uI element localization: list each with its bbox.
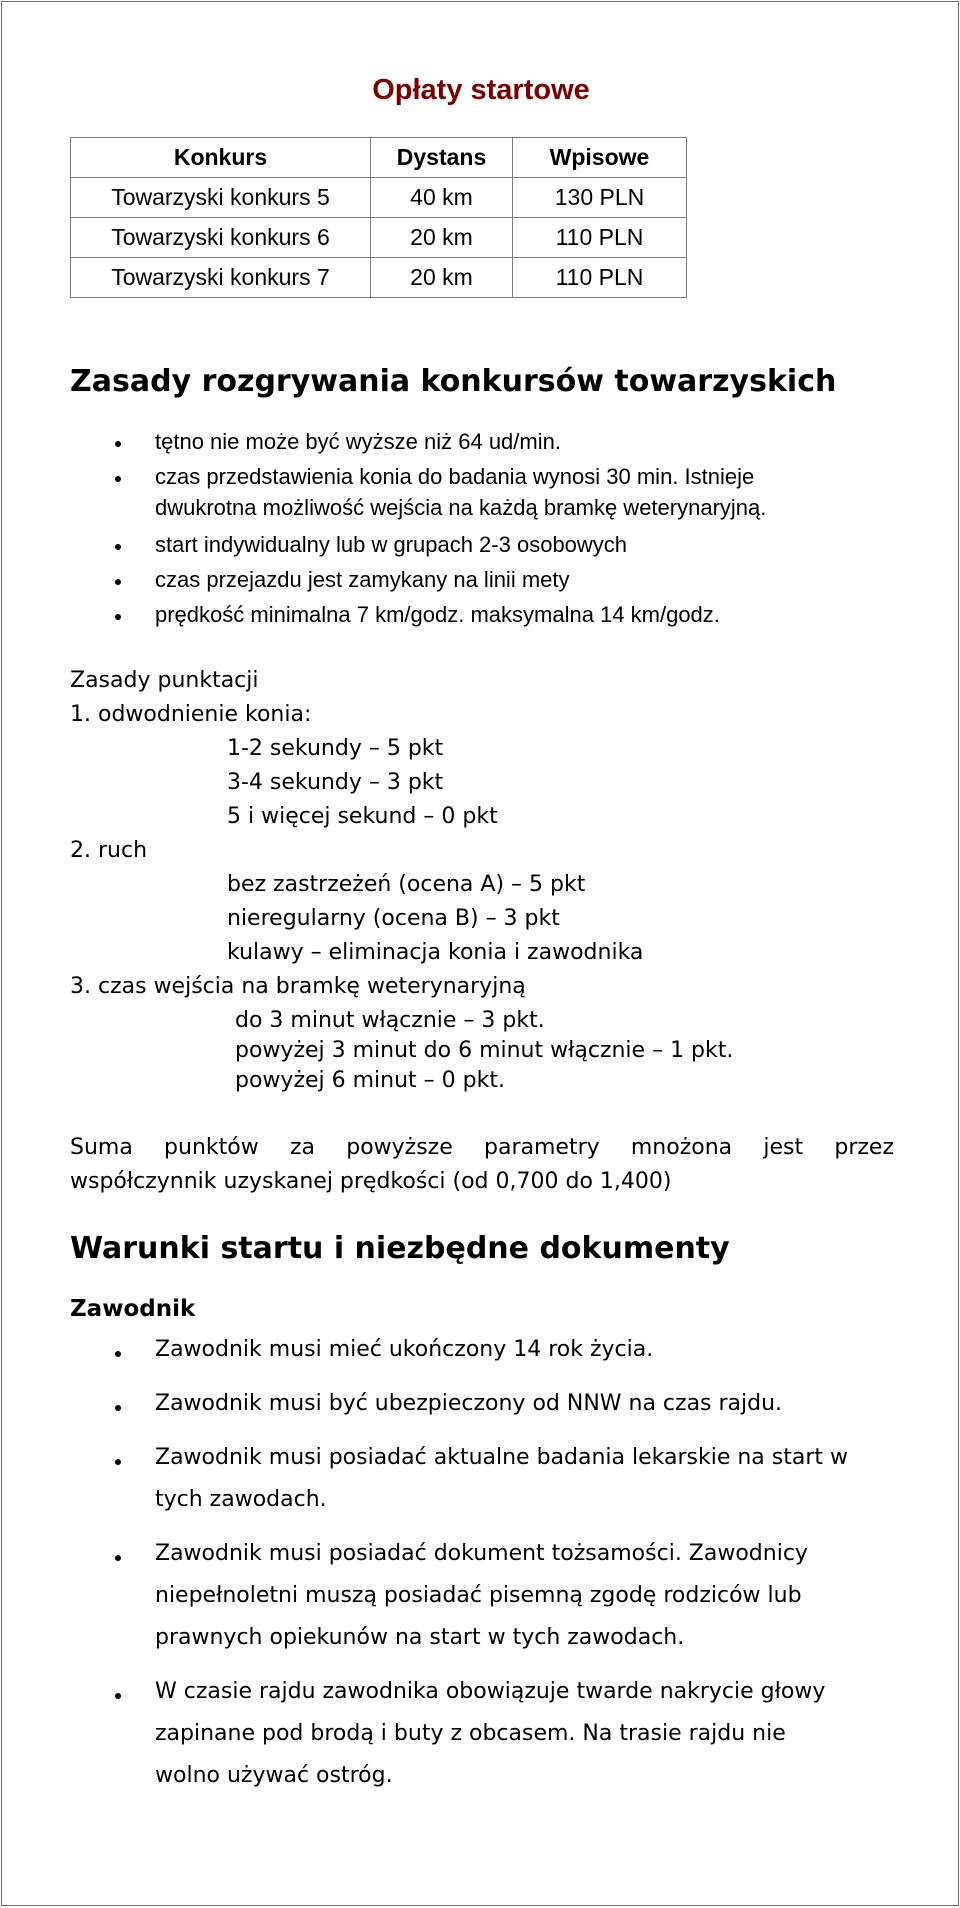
scoring-entry: do 3 minut włącznie – 3 pkt. — [235, 1008, 545, 1033]
table-cell: 20 km — [371, 218, 513, 258]
scoring-section-label: 3. czas wejścia na bramkę weterynaryjną — [70, 974, 526, 999]
scoring-entry: powyżej 3 minut do 6 minut włącznie – 1 pkt. — [235, 1038, 734, 1063]
scoring-summary-line: współczynnik uzyskanej prędkości (od 0,700 do 1,400) — [70, 1169, 672, 1194]
bullet-icon — [115, 1351, 121, 1357]
conditions-heading: Warunki startu i niezbędne dokumenty — [70, 1231, 730, 1266]
list-item: prędkość minimalna 7 km/godz. maksymalna 14 km/godz. — [155, 602, 720, 627]
page-title: Opłaty startowe — [372, 74, 590, 106]
scoring-entry: 5 i więcej sekund – 0 pkt — [227, 804, 498, 829]
conditions-subheading: Zawodnik — [70, 1296, 196, 1322]
scoring-heading: Zasady punktacji — [70, 668, 259, 693]
bullet-icon — [115, 1555, 121, 1561]
scoring-summary-line: Suma punktów za powyższe parametry mnożona jest przez — [70, 1135, 894, 1160]
table-cell: 110 PLN — [513, 218, 687, 258]
list-item: tętno nie może być wyższe niż 64 ud/min. — [155, 429, 561, 454]
scoring-entry: bez zastrzeżeń (ocena A) – 5 pkt — [227, 872, 586, 897]
bullet-icon — [115, 614, 121, 620]
table-cell: 20 km — [371, 258, 513, 298]
list-item: Zawodnik musi posiadać aktualne badania lekarskie na start w — [155, 1445, 849, 1470]
table-cell: 130 PLN — [513, 178, 687, 218]
table-row — [71, 258, 687, 298]
list-item: Zawodnik musi mieć ukończony 14 rok życia. — [155, 1337, 654, 1362]
scoring-entry: powyżej 6 minut – 0 pkt. — [235, 1068, 505, 1093]
table-row — [71, 178, 687, 218]
bullet-icon — [115, 579, 121, 585]
list-item: Zawodnik musi posiadać dokument tożsamości. Zawodnicy — [155, 1541, 808, 1566]
table-cell: Towarzyski konkurs 7 — [71, 258, 371, 298]
column-header: Konkurs — [71, 138, 371, 178]
bullet-icon — [115, 544, 121, 550]
list-item: W czasie rajdu zawodnika obowiązuje twarde nakrycie głowy — [155, 1679, 826, 1704]
scoring-section-label: 1. odwodnienie konia: — [70, 702, 312, 727]
list-item-continuation: zapinane pod brodą i buty z obcasem. Na trasie rajdu nie — [155, 1721, 786, 1746]
list-item: start indywidualny lub w grupach 2-3 osobowych — [155, 532, 628, 557]
list-item-continuation: niepełnoletni muszą posiadać pisemną zgodę rodziców lub — [155, 1583, 802, 1608]
table-cell: 110 PLN — [513, 258, 687, 298]
table-row — [71, 218, 687, 258]
scoring-section-label: 2. ruch — [70, 838, 148, 863]
bullet-icon — [115, 441, 121, 447]
column-header: Dystans — [371, 138, 513, 178]
table-cell: 40 km — [371, 178, 513, 218]
bullet-icon — [115, 1693, 121, 1699]
table-cell: Towarzyski konkurs 6 — [71, 218, 371, 258]
column-header: Wpisowe — [513, 138, 687, 178]
list-item-continuation: tych zawodach. — [155, 1487, 327, 1512]
scoring-entry: 3-4 sekundy – 3 pkt — [227, 770, 444, 795]
scoring-entry: kulawy – eliminacja konia i zawodnika — [227, 940, 644, 965]
scoring-entry: 1-2 sekundy – 5 pkt — [227, 736, 444, 761]
list-item: czas przedstawienia konia do badania wynosi 30 min. Istnieje — [155, 464, 755, 489]
bullet-icon — [115, 1459, 121, 1465]
rules-heading: Zasady rozgrywania konkursów towarzyskich — [70, 364, 837, 399]
document-page — [1, 1, 959, 1906]
table-header-row — [71, 138, 687, 178]
scoring-entry: nieregularny (ocena B) – 3 pkt — [227, 906, 560, 931]
list-item-continuation: wolno używać ostróg. — [155, 1763, 393, 1788]
fees-table — [70, 137, 687, 298]
bullet-icon — [115, 1405, 121, 1411]
bullet-icon — [115, 476, 121, 482]
list-item-continuation: prawnych opiekunów na start w tych zawodach. — [155, 1625, 685, 1650]
table-cell: Towarzyski konkurs 5 — [71, 178, 371, 218]
list-item: Zawodnik musi być ubezpieczony od NNW na czas rajdu. — [155, 1391, 783, 1416]
list-item-continuation: dwukrotna możliwość wejścia na każdą bramkę weterynaryjną. — [155, 495, 767, 520]
list-item: czas przejazdu jest zamykany na linii mety — [155, 567, 570, 592]
